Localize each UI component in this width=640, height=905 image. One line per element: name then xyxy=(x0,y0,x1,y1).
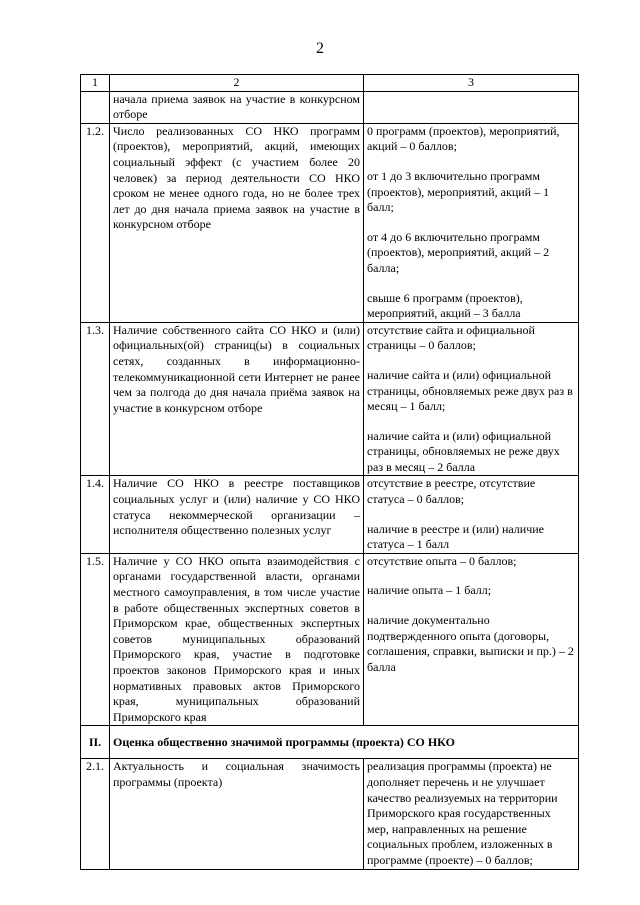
row-number: 2.1. xyxy=(81,759,110,869)
criterion-text: начала приема заявок на участие в конкурсном отборе xyxy=(110,91,364,123)
score-option: отсутствие опыта – 0 баллов; xyxy=(367,553,517,568)
table-header-row xyxy=(81,75,579,92)
score-option: реализация программы (проекта) не дополняет перечень и не улучшает качество реализуемых на территории Приморского края государственных мер, направленных на решение социальных проблем, изложенных в программе (проекте) – 0 баллов; xyxy=(367,759,558,867)
score-option: наличие в реестре и (или) наличие статуса – 1 балл xyxy=(367,521,544,552)
section-number: II. xyxy=(81,726,110,759)
table-row xyxy=(81,553,579,726)
score-option: наличие сайта и (или) официальной страницы, обновляемых не реже двух раз в месяц – 2 балла xyxy=(367,428,560,474)
criterion-text: Число реализованных СО НКО программ (проектов), мероприятий, акций, имеющих социальный эффект (с участием более 20 человек) за период деятельности СО НКО сроком не менее одного года, но не более трех лет до дня начала приема заявок на участие в конкурсном отборе xyxy=(110,123,364,322)
criterion-text: Актуальность и социальная значимость программы (проекта) xyxy=(110,759,364,869)
score-option: наличие сайта и (или) официальной страницы, обновляемых реже двух раз в месяц – 1 балл; xyxy=(367,367,573,414)
row-number: 1.2. xyxy=(81,123,110,322)
score-option: от 1 до 3 включительно программ (проектов), мероприятий, акций – 1 балл; xyxy=(367,168,550,215)
score-option: от 4 до 6 включительно программ (проектов), мероприятий, акций – 2 балла; xyxy=(367,229,550,275)
header-col-2: 2 xyxy=(110,75,364,92)
header-col-1: 1 xyxy=(81,75,110,92)
score-option: свыше 6 программ (проектов), мероприятий, акций – 3 балла xyxy=(367,290,523,321)
score-option: 0 программ (проектов), мероприятий, акций – 0 баллов; xyxy=(367,123,560,154)
score-cell xyxy=(364,322,579,476)
score-option: отсутствие сайта и официальной страницы – 0 баллов; xyxy=(367,322,535,353)
table-row xyxy=(81,123,579,322)
score-cell xyxy=(364,123,579,322)
table-row xyxy=(81,322,579,476)
score-cell xyxy=(364,476,579,553)
row-number: 1.5. xyxy=(81,553,110,726)
criterion-text: Наличие у СО НКО опыта взаимодействия с органами государственной власти, органами местного самоуправления, в том числе участие в работе общественных экспертных советов в Приморском крае, общественных экспертных советов муниципальных образований Приморского края, участие в подготовке проектов законов Приморского края и иных нормативных правовых актов Приморского края, муниципальных образований Приморского края xyxy=(110,553,364,726)
table-row xyxy=(81,476,579,553)
row-number: 1.3. xyxy=(81,322,110,476)
page-number: 2 xyxy=(316,40,324,57)
criterion-text: Наличие собственного сайта СО НКО и (или) официальных(ой) страниц(ы) в социальных сетях, созданных в информационно-телекоммуникационной сети Интернет не ранее чем за полгода до дня начала приёма заявок на участие в конкурсном отборе xyxy=(110,322,364,476)
row-number: 1.4. xyxy=(81,476,110,553)
score-option: наличие документально подтвержденного опыта (договоры, соглашения, справки, выписки и пр.) – 2 балла xyxy=(367,613,574,674)
score-option: наличие опыта – 1 балл; xyxy=(367,583,492,598)
table-row xyxy=(81,91,579,123)
score-cell xyxy=(364,759,579,869)
score-cell xyxy=(364,553,579,726)
criterion-text: Наличие СО НКО в реестре поставщиков социальных услуг и (или) наличие у СО НКО статуса некоммерческой организации – исполнителя общественно полезных услуг xyxy=(110,476,364,553)
table-row xyxy=(81,759,579,869)
score-option: отсутствие в реестре, отсутствие статуса – 0 баллов; xyxy=(367,476,536,507)
criteria-table xyxy=(80,74,579,870)
section-heading-row xyxy=(81,726,579,759)
header-col-3: 3 xyxy=(364,75,579,92)
score-cell xyxy=(364,91,579,123)
row-number xyxy=(81,91,110,123)
section-title: Оценка общественно значимой программы (проекта) СО НКО xyxy=(110,726,579,759)
